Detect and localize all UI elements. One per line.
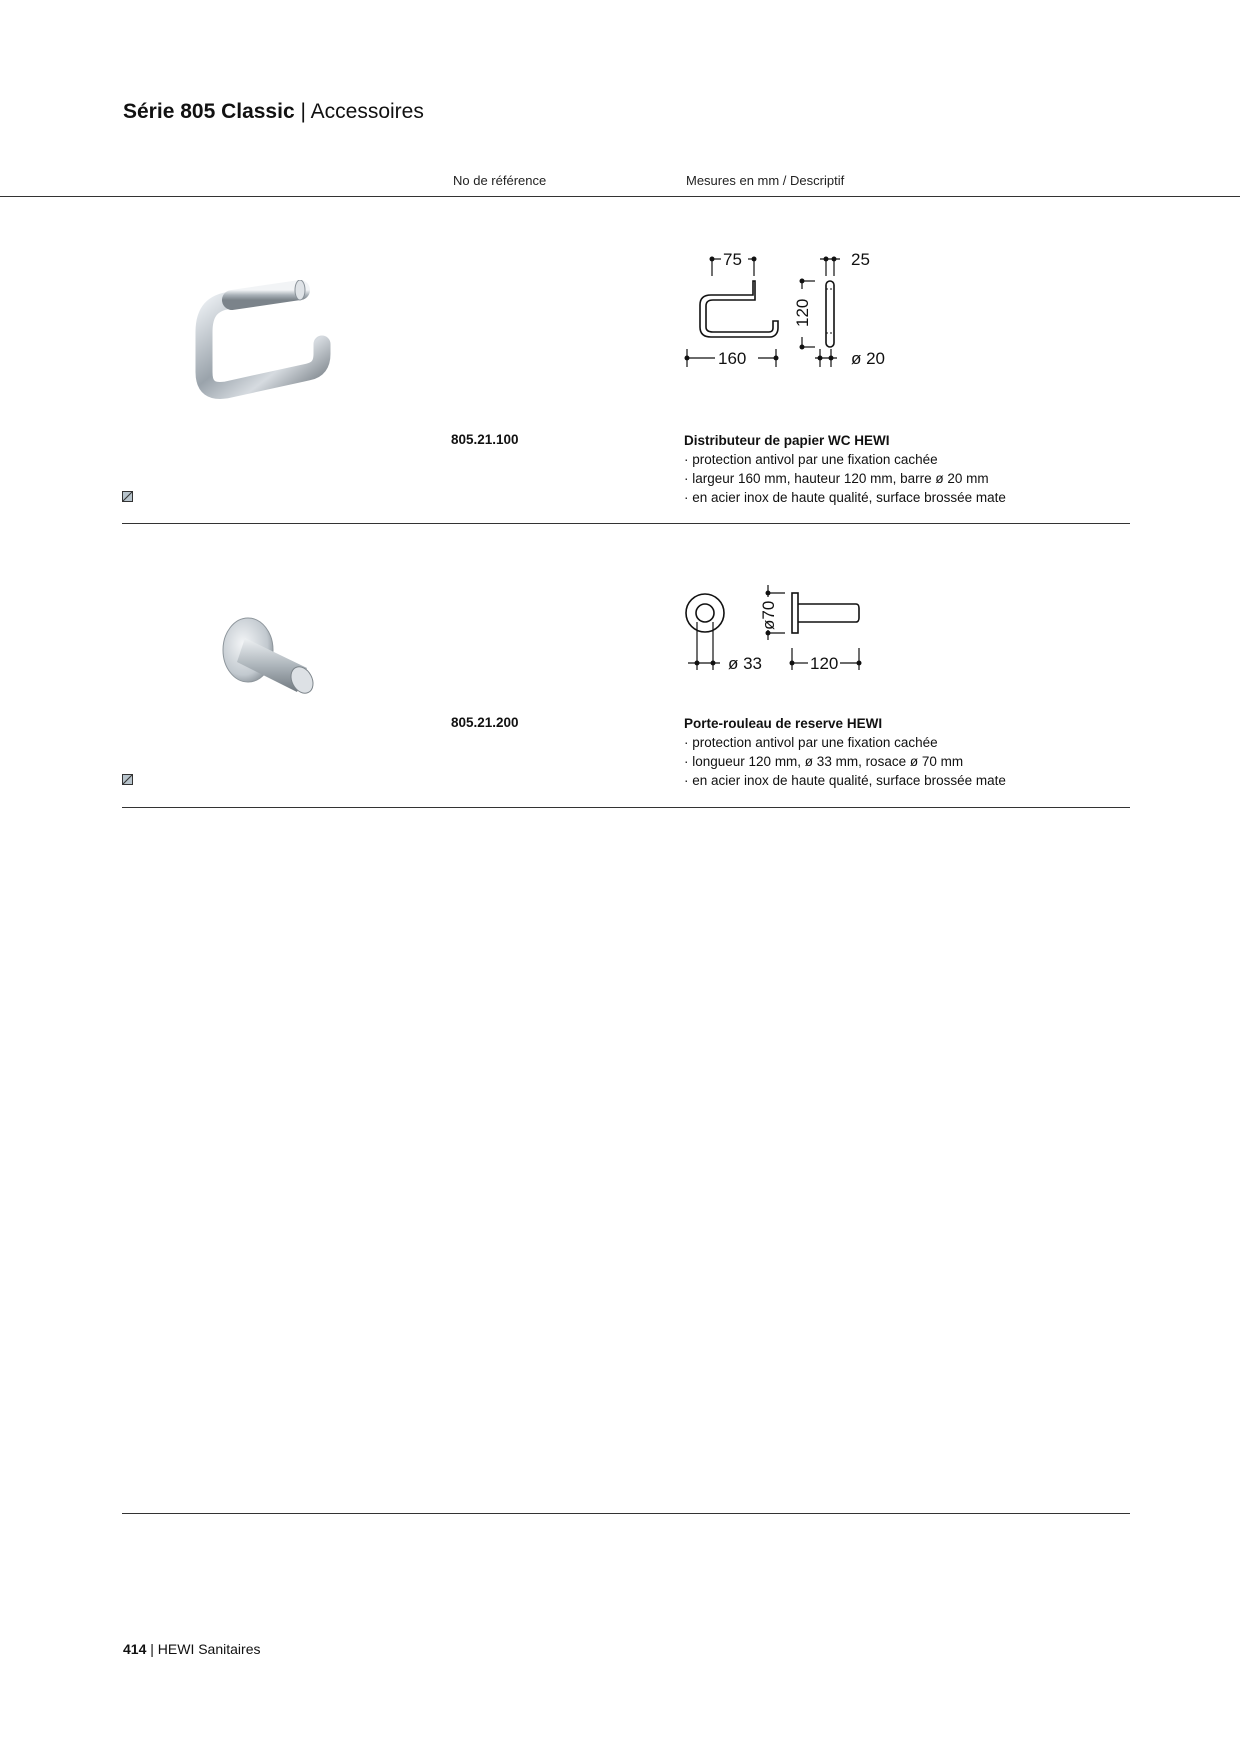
- footer-text: HEWI Sanitaires: [157, 1641, 261, 1657]
- dimension-drawing-roll-holder: [680, 580, 880, 680]
- footer-divider: [122, 1513, 1130, 1514]
- dim-rosette-label: ø70: [759, 600, 778, 630]
- column-header-description: Mesures en mm / Descriptif: [686, 173, 845, 188]
- dim-width-label: 160: [718, 349, 747, 368]
- series-name: Série 805 Classic: [123, 100, 295, 123]
- category-name: Accessoires: [310, 100, 424, 123]
- title-separator: |: [300, 100, 306, 123]
- column-header-reference: No de référence: [453, 173, 547, 188]
- page-footer: [123, 1641, 260, 1657]
- row-divider: [122, 523, 1130, 524]
- page-number: 414: [123, 1641, 147, 1657]
- product-reference: 805.21.200: [451, 715, 519, 730]
- stainless-steel-icon: [122, 491, 133, 502]
- dimension-drawing-paper-holder: [680, 245, 895, 385]
- row-divider: [122, 807, 1130, 808]
- product-feature: · protection antivol par une fixation cachée: [684, 452, 938, 467]
- spare-roll-holder-photo: [215, 612, 340, 712]
- product-feature: · en acier inox de haute qualité, surface brossée mate: [684, 773, 1006, 788]
- toilet-paper-holder-photo: [190, 280, 360, 440]
- page-title: [123, 100, 424, 124]
- product-feature: · protection antivol par une fixation cachée: [684, 735, 938, 750]
- dim-height-label: 120: [793, 298, 812, 327]
- header-divider: [0, 196, 1240, 197]
- product-feature: · largeur 160 mm, hauteur 120 mm, barre ø 20 mm: [684, 471, 989, 486]
- product-feature: · longueur 120 mm, ø 33 mm, rosace ø 70 mm: [684, 754, 964, 769]
- footer-separator: |: [150, 1641, 154, 1657]
- stainless-steel-icon: [122, 774, 133, 785]
- dim-bar-width-label: 25: [851, 250, 870, 269]
- product-reference: 805.21.100: [451, 432, 519, 447]
- product-feature: · en acier inox de haute qualité, surface brossée mate: [684, 490, 1006, 505]
- product-description: [684, 431, 1006, 507]
- dim-bar-diameter-label: ø 20: [851, 349, 886, 368]
- dim-diameter-label: ø 33: [728, 654, 763, 673]
- dim-length-label: 120: [810, 654, 839, 673]
- product-description: [684, 714, 1006, 790]
- product-name: Distributeur de papier WC HEWI: [684, 433, 890, 448]
- product-name: Porte-rouleau de reserve HEWI: [684, 716, 883, 731]
- dim-depth-label: 75: [723, 250, 742, 269]
